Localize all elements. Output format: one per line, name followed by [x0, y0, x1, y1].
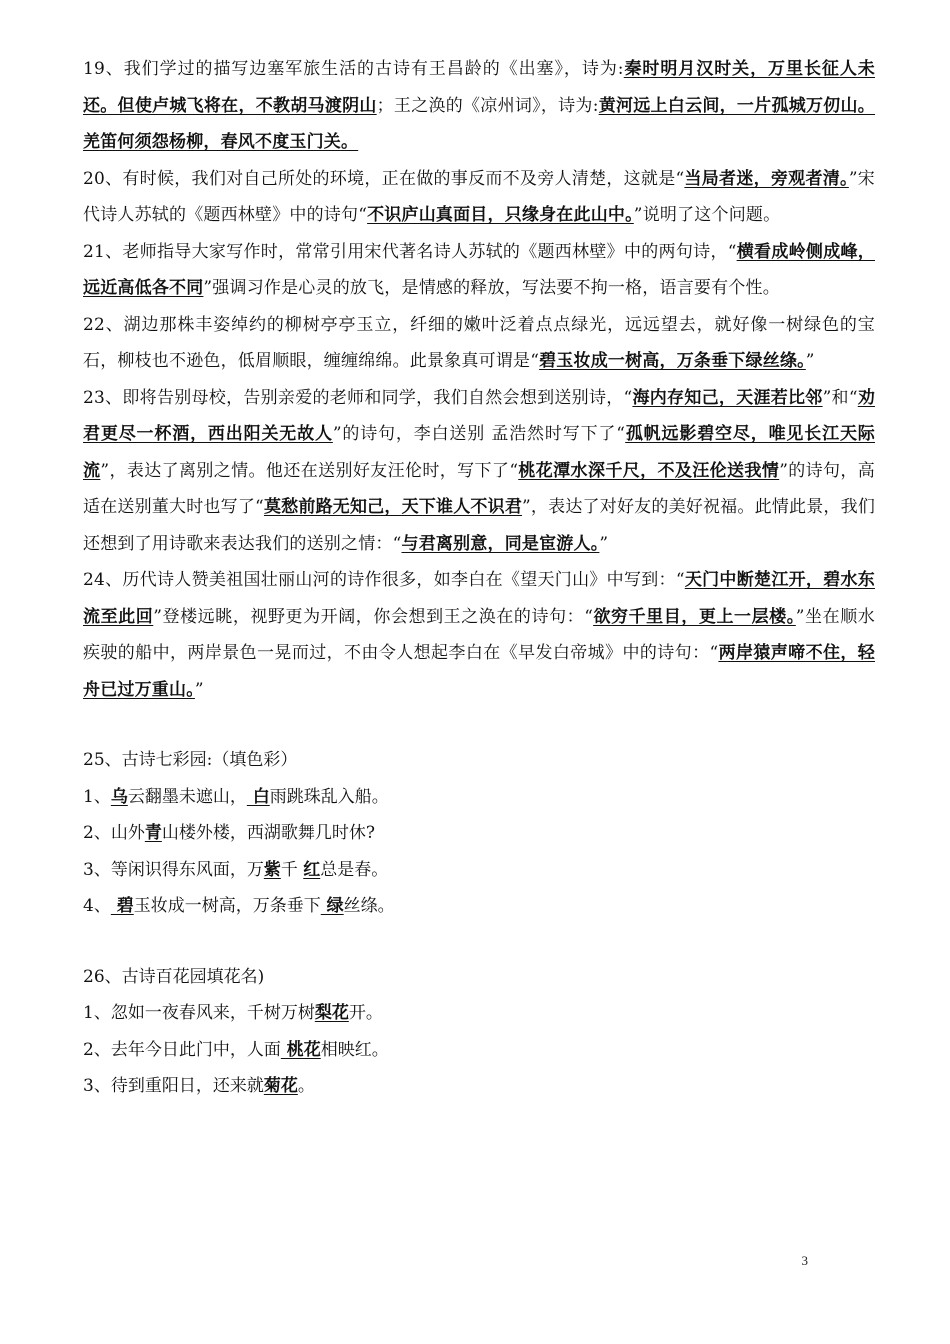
answer-text: 不识庐山真面目，只缘身在此山中。	[367, 205, 634, 225]
list-item	[83, 888, 875, 925]
prompt-text: 千	[280, 859, 304, 880]
answer-text: 碧玉妆成一树高，万条垂下绿丝绦。	[539, 351, 806, 371]
prompt-text: 山楼外楼，西湖歌舞几时休?	[161, 823, 375, 843]
answer-text: 紫	[263, 859, 281, 880]
answer-text: 碧	[110, 896, 134, 916]
prompt-text: 云翻墨未遮山，	[127, 786, 247, 807]
answer-text: 当局者迷，旁观者清。	[684, 168, 849, 189]
section-25-heading: 25、古诗七彩园:（填色彩）	[83, 750, 298, 770]
list-item	[83, 852, 875, 889]
answer-text: 与君离别意，同是宦游人。	[401, 533, 600, 554]
prompt-text: ”宋代诗人苏轼的《题西林壁》中的诗句“	[83, 168, 876, 225]
section-25-list	[83, 779, 875, 925]
answer-text: 横看成岭侧成峰，远近高低各不同	[83, 241, 875, 298]
prompt-text: 22、湖边那株丰姿绰约的柳树亭亭玉立，纤细的嫩叶泛着点点绿光，远远望去，就好像一树绿色的宝石，柳枝也不逊色，低眉顺眼，缠缠绵绵。此景象真可谓是“	[83, 314, 875, 371]
prompt-text: ；王之涣的《凉州词》，诗为:	[376, 95, 599, 116]
answer-text: 菊花	[263, 1076, 298, 1096]
list-item	[83, 1032, 875, 1069]
answer-text: 青	[144, 823, 162, 843]
answer-text: 桃花潭水深千尺，不及汪伦送我情	[518, 460, 780, 481]
prompt-text: 总是春。	[320, 859, 389, 880]
prompt-text: 丝绦。	[343, 896, 395, 916]
answer-text: 两岸猿声啼不住，轻舟已过万重山。	[83, 643, 875, 700]
prompt-text: ”，表达了对好友的美好祝福。此情此景，我们还想到了用诗歌来表达我们的送别之情：“	[83, 497, 876, 554]
prompt-text: 。	[297, 1076, 315, 1096]
prompt-text: ”	[599, 533, 609, 554]
prompt-text: ”说明了这个问题。	[633, 205, 781, 225]
prompt-text: ”坐在顺水疾驶的船中，两岸景色一晃而过，不由令人想起李白在《早发白帝城》中的诗句：“	[83, 606, 875, 663]
prompt-text: 雨跳珠乱入船。	[269, 786, 389, 807]
prompt-text: ”	[194, 679, 204, 700]
prompt-text: 3、待到重阳日，还来就	[83, 1076, 264, 1096]
question-q22	[83, 307, 875, 380]
list-item	[83, 995, 875, 1032]
prompt-text: 23、即将告别母校，告别亲爱的老师和同学，我们自然会想到送别诗，“	[83, 387, 633, 408]
prompt-text: 24、历代诗人赞美祖国壮丽山河的诗作很多，如李白在《望天门山》中写到：“	[83, 570, 685, 590]
prompt-text: 2、山外	[83, 823, 145, 843]
prompt-text: 19、我们学过的描写边塞军旅生活的古诗有王昌龄的《出塞》，诗为:	[83, 59, 624, 79]
prompt-text: ”和“	[822, 387, 858, 408]
section-26-heading: 26、古诗百花园填花名)	[83, 966, 265, 987]
prompt-text: ”，表达了离别之情。他还在送别好友汪伦时，写下了“	[100, 460, 519, 481]
prompt-text: ”	[805, 351, 815, 371]
prompt-text: 玉妆成一树高，万条垂下	[133, 896, 321, 916]
answer-text: 乌	[110, 786, 128, 807]
document-page	[83, 51, 875, 1105]
answer-text: 劝君更尽一杯酒，西出阳关无故人	[83, 387, 876, 444]
question-q20	[83, 161, 875, 234]
list-item	[83, 1068, 875, 1105]
question-q19	[83, 51, 875, 161]
list-item	[83, 779, 875, 816]
prompt-text: 20、有时候，我们对自己所处的环境，正在做的事反而不及旁人清楚，这就是“	[83, 168, 685, 189]
answer-text: 黄河远上白云间，一片孤城万仞山。羌笛何须怨杨柳，春风不度玉门关。	[83, 95, 876, 152]
prompt-text: 相映红。	[320, 1039, 389, 1060]
prompt-text: ”的诗句，李白送别 孟浩然时写下了“	[332, 424, 626, 444]
question-paragraphs	[83, 51, 875, 708]
prompt-text: 3、等闲识得东风面，万	[83, 859, 264, 880]
answer-text: 海内存知己，天涯若比邻	[632, 387, 823, 408]
answer-text: 天门中断楚江开，碧水东流至此回	[83, 570, 875, 627]
question-q21	[83, 234, 875, 307]
prompt-text: 2、去年今日此门中，人面	[83, 1039, 281, 1060]
prompt-text: 开。	[348, 1003, 383, 1023]
answer-text: 白	[246, 786, 270, 807]
answer-text: 孤帆远影碧空尽，唯见长江天际流	[83, 424, 875, 481]
list-item	[83, 815, 875, 852]
prompt-text: ”强调习作是心灵的放飞，是情感的释放，写法要不拘一格，语言要有个性。	[203, 278, 780, 298]
question-q24	[83, 562, 875, 708]
page-number: 3	[801, 1253, 808, 1268]
prompt-text: ”登楼远眺，视野更为开阔，你会想到王之涣在的诗句：“	[153, 606, 594, 627]
question-q23	[83, 380, 875, 563]
prompt-text: 4、	[83, 896, 111, 916]
prompt-text: 21、老师指导大家写作时，常常引用宋代著名诗人苏轼的《题西林壁》中的两句诗，“	[83, 241, 737, 262]
prompt-text: 1、	[83, 786, 111, 807]
answer-text: 欲穷千里目，更上一层楼。	[593, 606, 796, 627]
answer-text: 莫愁前路无知己，天下谁人不识君	[263, 497, 523, 517]
answer-text: 红	[303, 859, 321, 880]
answer-text: 桃花	[280, 1039, 321, 1060]
prompt-text: ”的诗句，高适在送别董大时也写了“	[83, 460, 876, 517]
answer-text: 绿	[320, 896, 344, 916]
section-26-list	[83, 995, 875, 1105]
answer-text: 梨花	[314, 1003, 349, 1023]
prompt-text: 1、忽如一夜春风来，千树万树	[83, 1003, 315, 1023]
answer-text: 秦时明月汉时关，万里长征人未还。但使卢城飞将在，不教胡马渡阴山	[83, 59, 875, 116]
